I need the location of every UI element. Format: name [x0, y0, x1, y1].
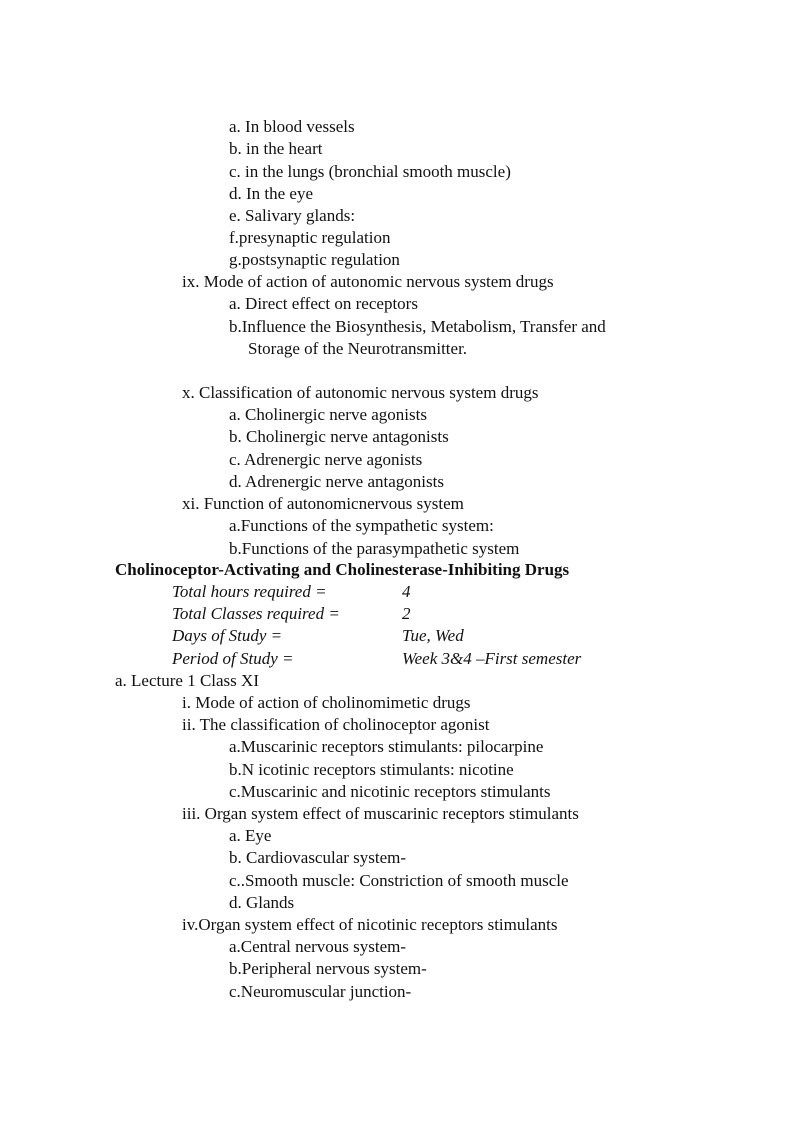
- meta-value: 2: [402, 604, 411, 623]
- meta-value: Tue, Wed: [402, 626, 464, 645]
- list-item: a.Muscarinic receptors stimulants: pilocarpine: [229, 737, 544, 756]
- list-item: d. Glands: [229, 893, 295, 912]
- meta-value: Week 3&4 –First semester: [402, 649, 582, 668]
- list-item: a.Functions of the sympathetic system:: [229, 516, 494, 535]
- lecture-heading: a. Lecture 1 Class XI: [115, 671, 259, 690]
- list-item: a. Cholinergic nerve agonists: [229, 405, 427, 424]
- list-item: d. In the eye: [229, 184, 314, 203]
- list-item: f.presynaptic regulation: [229, 228, 391, 247]
- list-item: b.N icotinic receptors stimulants: nicotine: [229, 760, 514, 779]
- outline-heading: xi. Function of autonomicnervous system: [182, 494, 464, 513]
- meta-label: Total Classes required =: [172, 604, 340, 623]
- list-item: a. In blood vessels: [229, 117, 355, 136]
- meta-label: Days of Study =: [172, 626, 283, 645]
- meta-value: 4: [402, 582, 411, 601]
- list-item: c.Muscarinic and nicotinic receptors stimulants: [229, 782, 551, 801]
- list-item: b. Cardiovascular system-: [229, 848, 407, 867]
- list-item: a. Eye: [229, 826, 272, 845]
- outline-heading: ix. Mode of action of autonomic nervous system drugs: [182, 272, 554, 291]
- list-item: b.Functions of the parasympathetic system: [229, 539, 520, 558]
- list-item: g.postsynaptic regulation: [229, 250, 400, 269]
- section-heading: Cholinoceptor-Activating and Cholinesterase-Inhibiting Drugs: [115, 560, 570, 579]
- meta-label: Period of Study =: [172, 649, 294, 668]
- list-item: b.Peripheral nervous system-: [229, 959, 427, 978]
- list-item: c..Smooth muscle: Constriction of smooth muscle: [229, 871, 569, 890]
- list-item: e. Salivary glands:: [229, 206, 356, 225]
- meta-label: Total hours required =: [172, 582, 327, 601]
- outline-heading: ii. The classification of cholinoceptor agonist: [182, 715, 490, 734]
- list-item: d. Adrenergic nerve antagonists: [229, 472, 444, 491]
- outline-heading: x. Classification of autonomic nervous system drugs: [182, 383, 539, 402]
- list-item: a. Direct effect on receptors: [229, 294, 418, 313]
- outline-heading: iv.Organ system effect of nicotinic receptors stimulants: [182, 915, 558, 934]
- list-item: c. Adrenergic nerve agonists: [229, 450, 423, 469]
- list-item-continuation: Storage of the Neurotransmitter.: [248, 339, 468, 358]
- list-item: a.Central nervous system-: [229, 937, 407, 956]
- list-item: c. in the lungs (bronchial smooth muscle): [229, 162, 511, 181]
- list-item: b.Influence the Biosynthesis, Metabolism, Transfer and: [229, 317, 606, 336]
- outline-heading: iii. Organ system effect of muscarinic receptors stimulants: [182, 804, 579, 823]
- list-item: c.Neuromuscular junction-: [229, 982, 412, 1001]
- outline-heading: i. Mode of action of cholinomimetic drugs: [182, 693, 471, 712]
- list-item: b. in the heart: [229, 139, 323, 158]
- list-item: b. Cholinergic nerve antagonists: [229, 427, 449, 446]
